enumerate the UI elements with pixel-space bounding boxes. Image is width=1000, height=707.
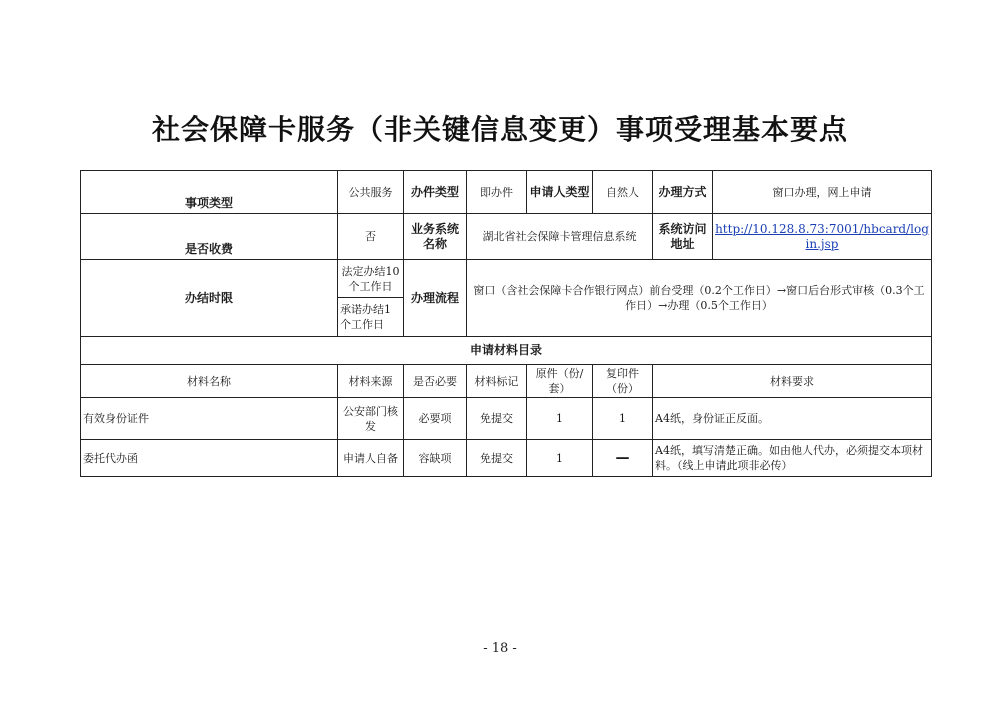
- info-row-type: [81, 171, 932, 214]
- material-mark: 免提交: [467, 398, 527, 440]
- applicant-type-value: 自然人: [593, 171, 653, 214]
- material-name: 有效身份证件: [81, 398, 338, 440]
- header-original: 原件（份/套）: [527, 365, 593, 398]
- method-value: 窗口办理，网上申请: [713, 171, 932, 214]
- time-limit-label: 办结时限: [81, 260, 338, 337]
- info-row-fee: [81, 214, 932, 260]
- legal-time-limit: 法定办结10个工作日: [338, 260, 404, 298]
- info-row-time-legal: [81, 260, 932, 298]
- table-row: [81, 398, 932, 440]
- service-info-table: [80, 170, 932, 477]
- header-mark: 材料标记: [467, 365, 527, 398]
- system-name-label: 业务系统名称: [404, 214, 467, 260]
- handle-type-label: 办件类型: [404, 171, 467, 214]
- page-number: - 18 -: [483, 641, 517, 656]
- material-source: 公安部门核发: [338, 398, 404, 440]
- system-url-label: 系统访问地址: [653, 214, 713, 260]
- item-type-value: 公共服务: [338, 171, 404, 214]
- material-original: 1: [527, 440, 593, 477]
- material-copy: —: [593, 440, 653, 477]
- material-requirement: A4纸，填写清楚正确。如由他人代办，必须提交本项材料。（线上申请此项非必传）: [653, 440, 932, 477]
- fee-label: 是否收费: [81, 214, 338, 260]
- header-name: 材料名称: [81, 365, 338, 398]
- promised-time-limit: 承诺办结1个工作日: [338, 298, 404, 337]
- material-copy: 1: [593, 398, 653, 440]
- process-value: 窗口（含社会保障卡合作银行网点）前台受理（0.2个工作日）→窗口后台形式审核（0.3个工作日）→办理（0.5个工作日）: [467, 260, 932, 337]
- header-requirement: 材料要求: [653, 365, 932, 398]
- material-required: 必要项: [404, 398, 467, 440]
- material-mark: 免提交: [467, 440, 527, 477]
- table-row: [81, 440, 932, 477]
- material-original: 1: [527, 398, 593, 440]
- system-url-link[interactable]: http://10.128.8.73:7001/hbcard/login.jsp: [715, 221, 929, 251]
- material-source: 申请人自备: [338, 440, 404, 477]
- page-title: 社会保障卡服务（非关键信息变更）事项受理基本要点: [151, 113, 848, 146]
- material-required: 容缺项: [404, 440, 467, 477]
- handle-type-value: 即办件: [467, 171, 527, 214]
- materials-section-row: [81, 337, 932, 365]
- process-label: 办理流程: [404, 260, 467, 337]
- fee-value: 否: [338, 214, 404, 260]
- applicant-type-label: 申请人类型: [527, 171, 593, 214]
- header-required: 是否必要: [404, 365, 467, 398]
- material-requirement: A4纸，身份证正反面。: [653, 398, 932, 440]
- method-label: 办理方式: [653, 171, 713, 214]
- materials-header-row: [81, 365, 932, 398]
- materials-section-title: 申请材料目录: [81, 337, 932, 365]
- material-name: 委托代办函: [81, 440, 338, 477]
- system-name-value: 湖北省社会保障卡管理信息系统: [467, 214, 653, 260]
- header-source: 材料来源: [338, 365, 404, 398]
- system-url-cell: [713, 214, 932, 260]
- item-type-label: 事项类型: [81, 171, 338, 214]
- header-copy: 复印件（份）: [593, 365, 653, 398]
